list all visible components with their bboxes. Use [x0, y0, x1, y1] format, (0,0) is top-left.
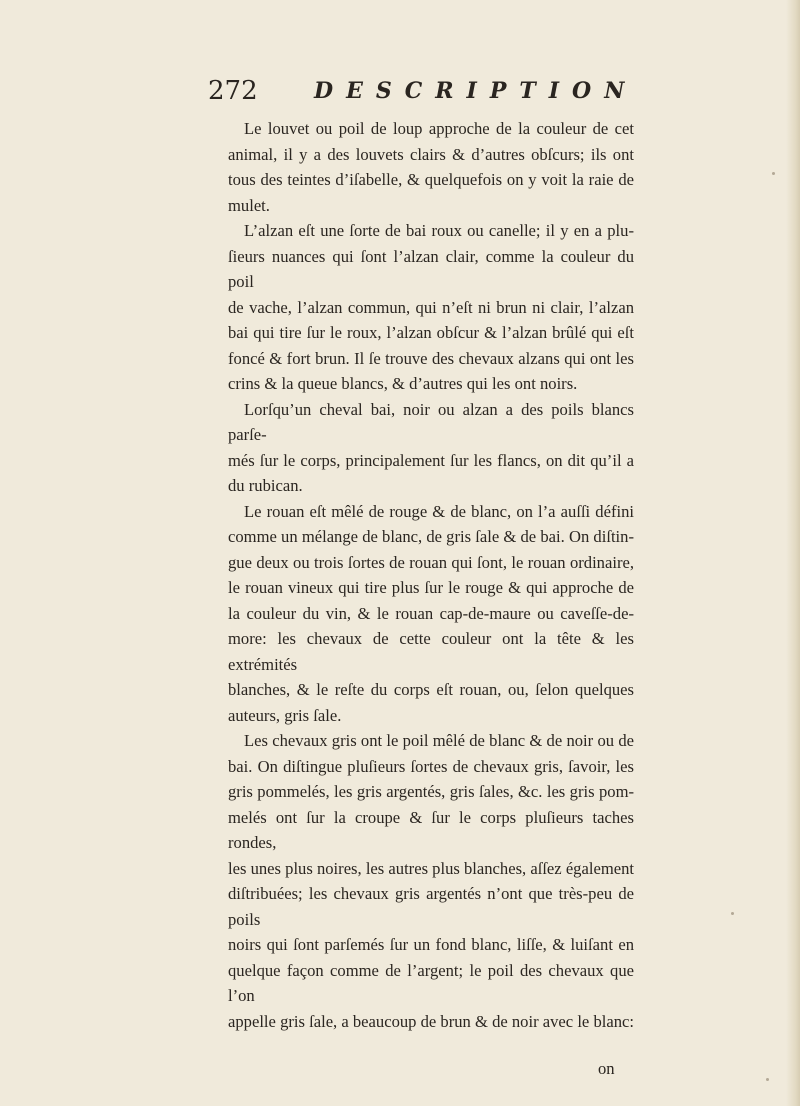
text-line: gue deux ou trois ſortes de rouan qui ſont, le rouan ordinaire, [228, 552, 634, 572]
text-line: auteurs, gris ſale. [228, 705, 342, 725]
text-line: ſieurs nuances qui ſont l’alzan clair, comme la couleur du poil [228, 246, 634, 291]
text-line: Le louvet ou poil de loup approche de la couleur de cet [244, 119, 634, 138]
text-line: gris pommelés, les gris argentés, gris ſales, &c. les gris pom- [228, 782, 634, 801]
paragraph-alzan [228, 218, 634, 397]
paper-speck [772, 172, 775, 175]
text-line: L’alzan eſt une ſorte de bai roux ou canelle; il y en a plu- [244, 221, 634, 240]
catchword: on [598, 1059, 615, 1078]
page-header [208, 76, 638, 116]
text-line: de vache, l’alzan commun, qui n’eſt ni brun ni clair, l’alzan [228, 297, 634, 317]
text-line: les unes plus noires, les autres plus blanches, aſſez également [228, 858, 634, 878]
text-line: le rouan vineux qui tire plus ſur le rouge & qui approche de [228, 578, 634, 597]
paragraph-rouan [228, 499, 634, 729]
text-line: Le rouan eſt mêlé de rouge & de blanc, on l’a auſſi défini [244, 501, 634, 521]
text-line: blanches, & le reſte du corps eſt rouan, ou, ſelon quelques [228, 680, 634, 699]
text-line: més ſur le corps, principalement ſur les flancs, on dit qu’il a [228, 450, 634, 470]
text-line: comme un mélange de blanc, de gris ſale & de bai. On diſtin- [228, 527, 634, 546]
paragraph-rubican [228, 397, 634, 499]
page-edge-shadow [786, 0, 800, 1106]
text-line: melés ont ſur la croupe & ſur le corps pluſieurs taches rondes, [228, 807, 634, 852]
text-line: bai. On diſtingue pluſieurs ſortes de chevaux gris, ſavoir, les [228, 756, 634, 776]
text-line: crins & la queue blancs, & d’autres qui les ont noirs. [228, 374, 578, 393]
text-line: la couleur du vin, & le rouan cap-de-maure ou caveſſe-de- [228, 603, 634, 623]
paper-speck [766, 1078, 769, 1081]
text-line: Lorſqu’un cheval bai, noir ou alzan a des poils blancs parſe- [228, 399, 634, 444]
paper-speck [731, 912, 734, 915]
paragraph-gris [228, 728, 634, 1034]
page-number: 272 [208, 76, 258, 106]
text-line: animal, il y a des louvets clairs & d’autres obſcurs; ils ont [228, 144, 634, 164]
text-line: du rubican. [228, 476, 303, 495]
text-line: diſtribuées; les chevaux gris argentés n’ont que très-peu de poils [228, 884, 634, 929]
text-line: noirs qui ſont parſemés ſur un fond blanc, liſſe, & luiſant en [228, 935, 634, 954]
body-text [228, 116, 634, 1034]
paragraph-louvet [228, 116, 634, 218]
running-title: DESCRIPTION [314, 78, 638, 104]
text-line: appelle gris ſale, a beaucoup de brun & de noir avec le blanc: [228, 1011, 634, 1031]
text-line: tous des teintes d’iſabelle, & quelquefois on y voit la raie de [228, 170, 634, 189]
text-line: quelque façon comme de l’argent; le poil des chevaux que l’on [228, 960, 634, 1005]
text-line: mulet. [228, 195, 270, 215]
text-line: bai qui tire ſur le roux, l’alzan obſcur & l’alzan brûlé qui eſt [228, 323, 634, 342]
text-line: foncé & fort brun. Il ſe trouve des chevaux alzans qui ont les [228, 348, 634, 368]
text-line: more: les chevaux de cette couleur ont la tête & les extrémités [228, 629, 634, 674]
text-line: Les chevaux gris ont le poil mêlé de blanc & de noir ou de [244, 731, 634, 750]
